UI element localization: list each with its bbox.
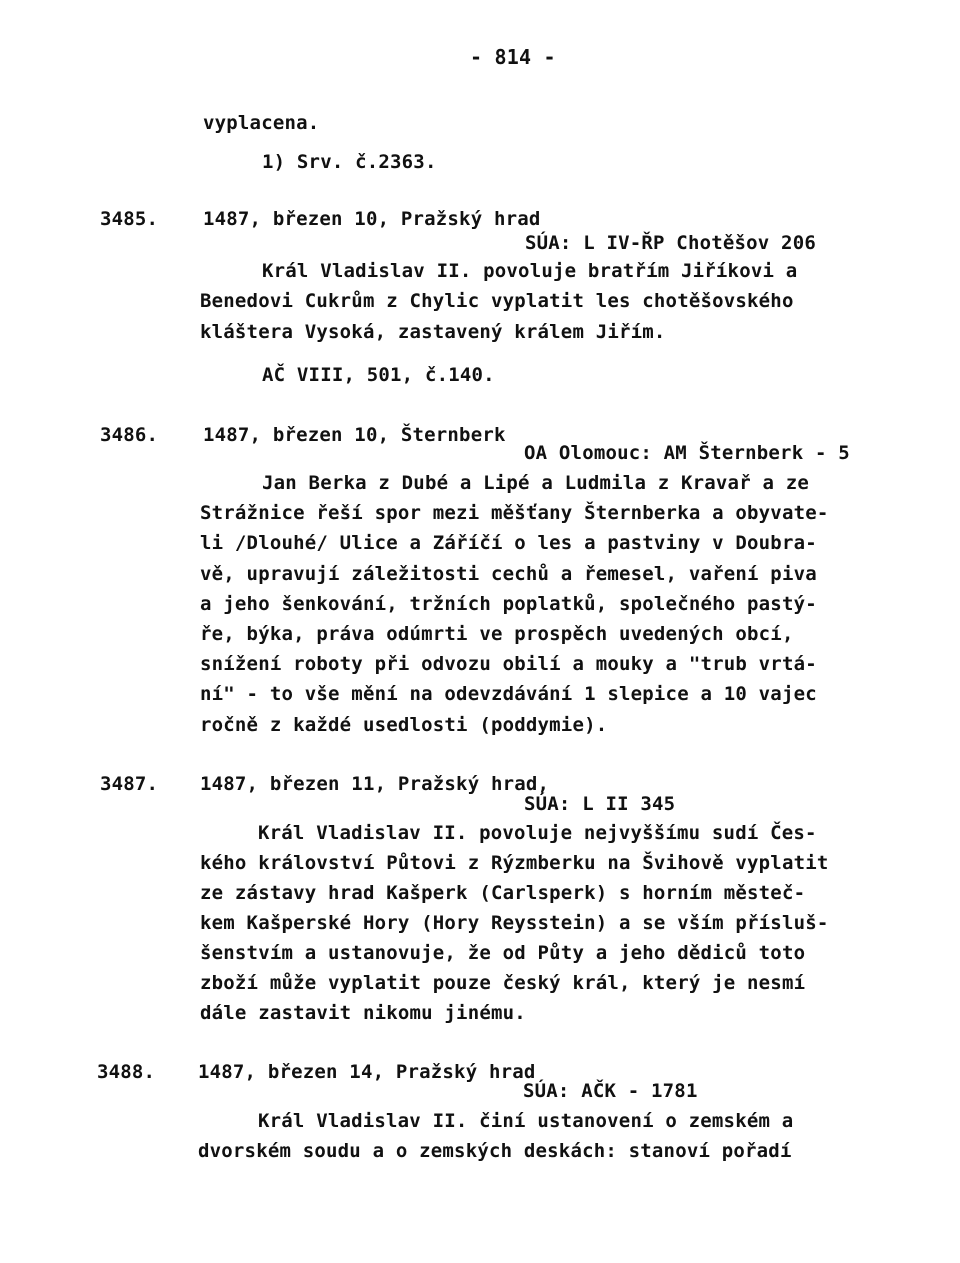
entry-heading: 1487, březen 14, Pražský hrad: [198, 1061, 536, 1083]
entry-number: 3487.: [100, 773, 159, 795]
body-line: Král Vladislav II. činí ustanovení o zemském a: [258, 1110, 794, 1132]
entry-heading: 1487, březen 10, Šternberk: [203, 424, 506, 446]
body-line: kem Kašperské Hory (Hory Reysstein) a se vším přísluš-: [200, 912, 829, 934]
body-line: a jeho šenkování, tržních poplatků, společného pastý-: [200, 593, 817, 615]
body-line: kláštera Vysoká, zastavený králem Jiřím.: [200, 321, 666, 343]
body-line: ročně z každé usedlosti (poddymie).: [200, 714, 608, 736]
footnote: 1) Srv. č.2363.: [262, 151, 437, 173]
body-line: zboží může vyplatit pouze český král, který je nesmí: [200, 972, 806, 994]
body-line: šenstvím a ustanovuje, že od Půty a jeho dědiců toto: [200, 942, 806, 964]
body-line: ní" - to vše mění na odevzdávání 1 slepice a 10 vajec: [200, 683, 817, 705]
body-line: ře, býka, práva odúmrti ve prospěch uvedených obcí,: [200, 623, 794, 645]
body-line: kého království Půtovi z Rýzmberku na Švihově vyplatit: [200, 852, 829, 874]
continuation-text: vyplacena.: [203, 112, 320, 134]
body-line: snížení roboty při odvozu obilí a mouky a "trub vrtá-: [200, 653, 817, 675]
entry-heading: 1487, březen 10, Pražský hrad: [203, 208, 541, 230]
body-line: ze zástavy hrad Kašperk (Carlsperk) s horním městeč-: [200, 882, 806, 904]
entry-number: 3486.: [100, 424, 159, 446]
body-line: Benedovi Cukrům z Chylic vyplatit les chotěšovského: [200, 290, 794, 312]
body-line: dvorském soudu a o zemských deskách: stanoví pořadí: [198, 1140, 792, 1162]
body-line: li /Dlouhé/ Ulice a Záříčí o les a pastviny v Doubra-: [200, 532, 817, 554]
entry-number: 3488.: [97, 1061, 156, 1083]
archive-reference: SÚA: L II 345: [524, 793, 676, 815]
body-line: Jan Berka z Dubé a Lipé a Ludmila z Kravař a ze: [262, 472, 810, 494]
body-line: Král Vladislav II. povoluje nejvyššímu sudí Čes-: [258, 822, 817, 844]
page-number: - 814 -: [470, 45, 556, 69]
archive-reference: SÚA: L IV-ŘP Chotěšov 206: [525, 232, 816, 254]
entry-number: 3485.: [100, 208, 159, 230]
body-line: vě, upravují záležitosti cechů a řemesel, vaření piva: [200, 563, 817, 585]
body-line: Král Vladislav II. povoluje bratřím Jiříkovi a: [262, 260, 798, 282]
body-line: Strážnice řeší spor mezi měšťany Šternberka a obyvate-: [200, 502, 829, 524]
archive-reference: OA Olomouc: AM Šternberk - 5: [524, 442, 850, 464]
entry-heading: 1487, březen 11, Pražský hrad,: [200, 773, 550, 795]
archive-reference: SÚA: AČK - 1781: [523, 1080, 698, 1102]
literature-reference: AČ VIII, 501, č.140.: [262, 364, 495, 386]
body-line: dále zastavit nikomu jinému.: [200, 1002, 526, 1024]
